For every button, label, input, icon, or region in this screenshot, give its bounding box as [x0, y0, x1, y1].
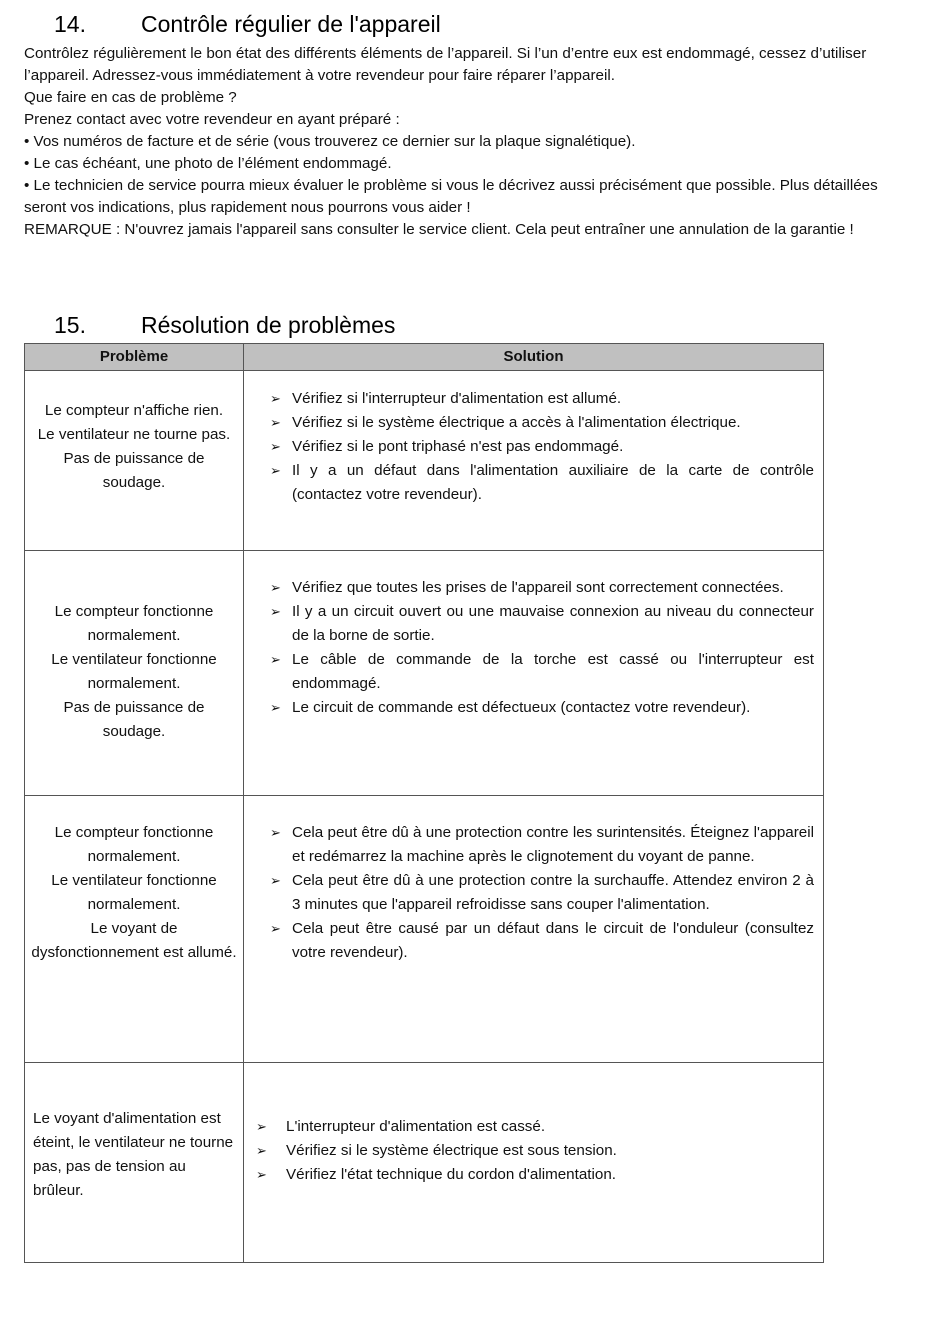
section-14-heading: [54, 10, 441, 38]
list-item: ➢ Il y a un défaut dans l'alimentation auxiliaire de la carte de contrôle (contactez votre revendeur).: [292, 459, 814, 507]
list-item: ➢ Il y a un circuit ouvert ou une mauvaise connexion au niveau du connecteur de la borne de sortie.: [292, 600, 814, 648]
arrow-bullet-icon: ➢: [270, 463, 281, 478]
problem-cell: [25, 371, 244, 551]
arrow-bullet-icon: ➢: [270, 921, 281, 936]
list-item: ➢ Le circuit de commande est défectueux (contactez votre revendeur).: [292, 696, 814, 720]
problem-line: Le ventilateur ne tourne pas.: [37, 426, 231, 443]
arrow-bullet-icon: ➢: [256, 1167, 267, 1182]
solution-cell: [244, 371, 824, 551]
arrow-bullet-icon: ➢: [270, 439, 281, 454]
problem-line: Pas de puissance de soudage.: [63, 699, 205, 740]
arrow-bullet-icon: ➢: [256, 1119, 267, 1134]
section-15-number: 15.: [54, 312, 86, 338]
arrow-bullet-icon: ➢: [270, 700, 281, 715]
list-item-invoice: • Vos numéros de facture et de série (vous trouverez ce dernier sur la plaque signalétique).: [24, 133, 636, 150]
list-item: ➢ Vérifiez l'état technique du cordon d'alimentation.: [286, 1163, 814, 1187]
problem-line: Le voyant de dysfonctionnement est allumé.: [31, 920, 237, 961]
section-14-body: [24, 43, 904, 241]
arrow-bullet-icon: ➢: [270, 604, 281, 619]
solution-cell: [244, 1063, 824, 1263]
problem-line: Le ventilateur fonctionne normalement.: [51, 651, 217, 692]
list-item: ➢ Vérifiez que toutes les prises de l'appareil sont correctement connectées.: [292, 576, 814, 600]
section-14-number: 14.: [54, 11, 86, 37]
arrow-bullet-icon: ➢: [270, 873, 281, 888]
problem-cell: [25, 796, 244, 1063]
arrow-bullet-icon: ➢: [270, 415, 281, 430]
problem-line: Le voyant d'alimentation est éteint, le ventilateur ne tourne pas, pas de tension au brûleur.: [33, 1110, 234, 1199]
list-item-photo: • Le cas échéant, une photo de l’élément endommagé.: [24, 155, 392, 172]
list-item: ➢ Cela peut être dû à une protection contre les surintensités. Éteignez l'appareil et redémarrez la machine après le clignotement du voyant de panne.: [292, 821, 814, 869]
header-problem: Problème: [25, 344, 244, 371]
solution-cell: [244, 551, 824, 796]
arrow-bullet-icon: ➢: [270, 580, 281, 595]
table-header-row: [25, 344, 824, 371]
table-row: [25, 796, 824, 1063]
section-15-title: Résolution de problèmes: [141, 312, 396, 338]
paragraph-intro: Contrôlez régulièrement le bon état des différents éléments de l’appareil. Si l’un d’entre eux est endommagé, cessez d’utiliser l’appareil. Adressez-vous immédiatement à votre revendeur pour faire réparer l’appareil.: [24, 45, 867, 84]
list-item-technician: • Le technicien de service pourra mieux évaluer le problème si vous le décrivez aussi précisément que possible. Plus détaillées seront vos indications, plus rapidement nous pourrons vous aider !: [24, 177, 878, 216]
paragraph-contact: Prenez contact avec votre revendeur en ayant préparé :: [24, 111, 400, 128]
list-item: ➢ Vérifiez si le système électrique a accès à l'alimentation électrique.: [292, 411, 814, 435]
list-item: ➢ Cela peut être dû à une protection contre la surchauffe. Attendez environ 2 à 3 minutes que l'appareil refroidisse sans couper l'alimentation.: [292, 869, 814, 917]
list-item: ➢ Vérifiez si le système électrique est sous tension.: [286, 1139, 814, 1163]
paragraph-remark: REMARQUE : N'ouvrez jamais l'appareil sans consulter le service client. Cela peut entraîner une annulation de la garantie !: [24, 221, 854, 238]
problem-cell: [25, 1063, 244, 1263]
arrow-bullet-icon: ➢: [270, 652, 281, 667]
section-15-heading: [54, 311, 395, 339]
problem-line: Le ventilateur fonctionne normalement.: [51, 872, 217, 913]
header-solution: Solution: [244, 344, 824, 371]
problem-cell: [25, 551, 244, 796]
table-row: [25, 371, 824, 551]
arrow-bullet-icon: ➢: [270, 825, 281, 840]
troubleshooting-table: [24, 343, 824, 1263]
list-item: ➢ Vérifiez si l'interrupteur d'alimentation est allumé.: [292, 387, 814, 411]
list-item: ➢ Cela peut être causé par un défaut dans le circuit de l'onduleur (consultez votre revendeur).: [292, 917, 814, 965]
problem-line: Le compteur n'affiche rien.: [44, 402, 224, 419]
arrow-bullet-icon: ➢: [270, 391, 281, 406]
list-item: ➢ L'interrupteur d'alimentation est cassé.: [286, 1115, 814, 1139]
list-item: ➢ Le câble de commande de la torche est cassé ou l'interrupteur est endommagé.: [292, 648, 814, 696]
problem-line: Le compteur fonctionne normalement.: [54, 824, 214, 865]
arrow-bullet-icon: ➢: [256, 1143, 267, 1158]
problem-line: Pas de puissance de soudage.: [63, 450, 205, 491]
paragraph-question: Que faire en cas de problème ?: [24, 89, 237, 106]
table-row: [25, 1063, 824, 1263]
table-row: [25, 551, 824, 796]
section-14-title: Contrôle régulier de l'appareil: [141, 11, 441, 37]
list-item: ➢ Vérifiez si le pont triphasé n'est pas endommagé.: [292, 435, 814, 459]
problem-line: Le compteur fonctionne normalement.: [54, 603, 214, 644]
solution-cell: [244, 796, 824, 1063]
